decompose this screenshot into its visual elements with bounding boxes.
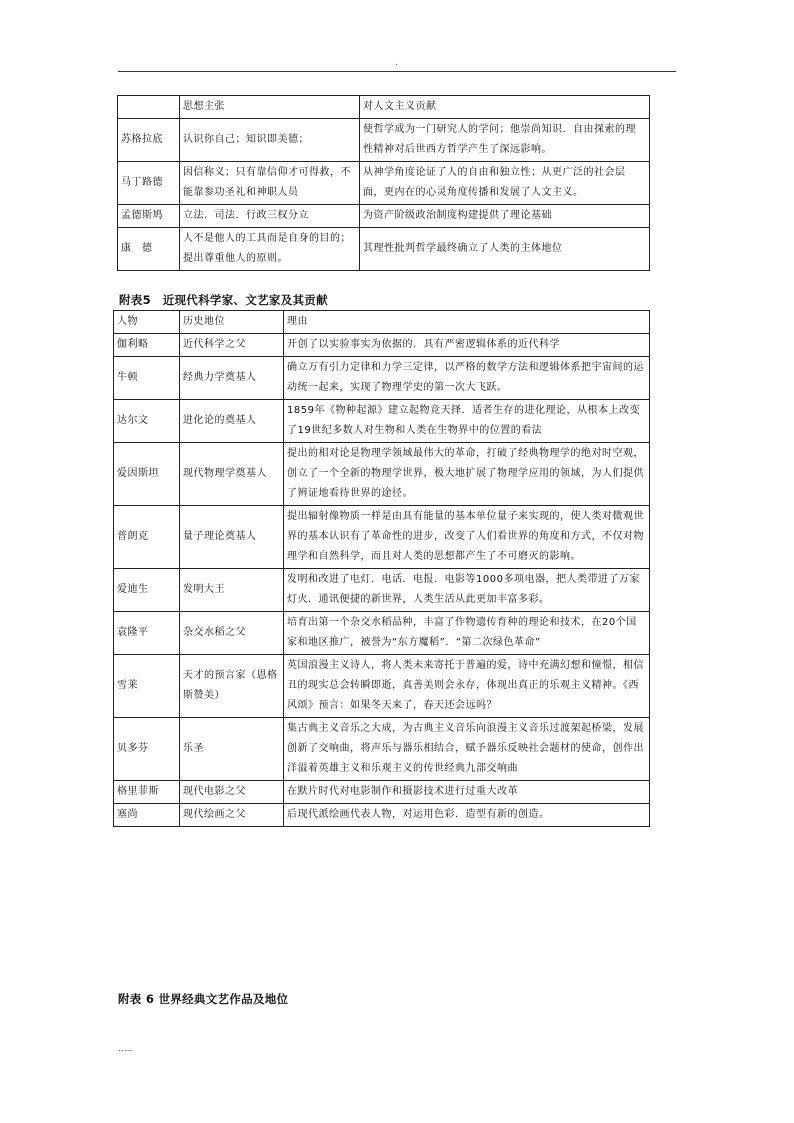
- table-row: [114, 781, 650, 804]
- table-header-row: [114, 311, 650, 334]
- person-cell: 达尔文: [114, 400, 180, 443]
- person-cell: 袁隆平: [114, 612, 180, 655]
- table-row: [118, 228, 650, 271]
- person-cell: 塞尚: [114, 804, 180, 827]
- idea-cell: 因信称义；只有靠信仰才可得救，不能靠参功圣礼和神职人员: [180, 162, 360, 205]
- person-cell: 普朗克: [114, 506, 180, 569]
- reason-cell: 1859年《物种起源》建立起物竞天择．适者生存的进化理论，从根本上改变了19世纪多数人对生物和人类在生物界中的位置的看法: [284, 400, 650, 443]
- header-cell: 理由: [284, 311, 650, 334]
- table-row: [114, 718, 650, 781]
- idea-cell: 认识你自己；知识即美德；: [180, 119, 360, 162]
- table-row: [114, 612, 650, 655]
- table-row: [114, 804, 650, 827]
- status-cell: 乐圣: [180, 718, 284, 781]
- reason-cell: 后现代派绘画代表人物，对运用色彩．造型有新的创造。: [284, 804, 650, 827]
- person-cell: 苏格拉底: [118, 119, 180, 162]
- status-cell: 发明大王: [180, 569, 284, 612]
- table-row: [118, 162, 650, 205]
- scientists-table: [113, 310, 650, 827]
- person-cell: 康 德: [118, 228, 180, 271]
- reason-cell: 在默片时代对电影制作和摄影技术进行过重大改革: [284, 781, 650, 804]
- table-row: [114, 357, 650, 400]
- reason-cell: 英国浪漫主义诗人，将人类未来寄托于普遍的爱，诗中充满幻想和憧憬，相信丑的现实总会转瞬即逝，真善美则会永存，体现出真正的乐观主义精神。《西风颂》预言：如果冬天来了，春天还会远吗？: [284, 655, 650, 718]
- status-cell: 天才的预言家（恩格斯赞美）: [180, 655, 284, 718]
- reason-cell: 发明和改进了电灯．电话．电报．电影等1000多项电器，把人类带进了万家灯火．通讯便捷的新世界，人类生活从此更加丰富多彩。: [284, 569, 650, 612]
- reason-cell: 提出的相对论是物理学领域最伟大的革命，打破了经典物理学的绝对时空观，创立了一个全新的物理学世界，极大地扩展了物理学应用的领域，为人们提供了辨证地看待世界的途径。: [284, 443, 650, 506]
- reason-cell: 集古典主义音乐之大成，为古典主义音乐向浪漫主义音乐过渡架起桥梁，发展创新了交响曲，将声乐与器乐相结合，赋予器乐反映社会题材的使命，创作出洋溢着英雄主义和乐观主义的传世经典九部交响曲: [284, 718, 650, 781]
- person-cell: 爱因斯坦: [114, 443, 180, 506]
- table-row: [114, 334, 650, 357]
- table-row: [114, 506, 650, 569]
- person-cell: 格里菲斯: [114, 781, 180, 804]
- status-cell: 近代科学之父: [180, 334, 284, 357]
- status-cell: 经典力学奠基人: [180, 357, 284, 400]
- thinkers-table: [117, 95, 650, 271]
- contribution-cell: 其理性批判哲学最终确立了人类的主体地位: [360, 228, 650, 271]
- header-rule: [118, 71, 676, 72]
- status-cell: 现代电影之父: [180, 781, 284, 804]
- contribution-cell: 从神学角度论证了人的自由和独立性；从更广泛的社会层面，更内在的心灵角度传播和发展了人文主义。: [360, 162, 650, 205]
- status-cell: 进化论的奠基人: [180, 400, 284, 443]
- footer-dots: .....: [118, 1044, 133, 1054]
- table-row: [118, 119, 650, 162]
- person-cell: 马丁路德: [118, 162, 180, 205]
- idea-cell: 人不是他人的工具而是自身的目的；提出尊重他人的原则。: [180, 228, 360, 271]
- table-row: [114, 569, 650, 612]
- person-cell: 贝多芬: [114, 718, 180, 781]
- person-cell: 伽利略: [114, 334, 180, 357]
- reason-cell: 提出辐射像物质一样是由具有能量的基本单位量子来实现的，使人类对微观世界的基本认识有了革命性的进步，改变了人们看世界的角度和方式，不仅对物理学和自然科学，而且对人类的思想都产生了不可磨灭的影响。: [284, 506, 650, 569]
- header-cell: 历史地位: [180, 311, 284, 334]
- header-dot: .: [395, 58, 398, 68]
- person-cell: 牛顿: [114, 357, 180, 400]
- header-cell: 人物: [114, 311, 180, 334]
- contribution-cell: 为资产阶级政治制度构建提供了理论基础: [360, 205, 650, 228]
- contribution-cell: 使哲学成为一门研究人的学问；他崇尚知识．自由探索的理性精神对后世西方哲学产生了深远影响。: [360, 119, 650, 162]
- header-cell: [118, 96, 180, 119]
- reason-cell: 开创了以实验事实为依据的．具有严密逻辑体系的近代科学: [284, 334, 650, 357]
- table-header-row: [118, 96, 650, 119]
- header-cell: 对人文主义贡献: [360, 96, 650, 119]
- person-cell: 孟德斯鸠: [118, 205, 180, 228]
- table-row: [114, 400, 650, 443]
- reason-cell: 确立万有引力定律和力学三定律，以严格的数学方法和逻辑体系把宇宙间的运动统一起来，实现了物理学史的第一次大飞跃。: [284, 357, 650, 400]
- idea-cell: 立法．司法．行政三权分立: [180, 205, 360, 228]
- table-row: [114, 443, 650, 506]
- header-cell: 思想主张: [180, 96, 360, 119]
- table-row: [114, 655, 650, 718]
- status-cell: 现代绘画之父: [180, 804, 284, 827]
- table5-caption: 附表5 近现代科学家、文艺家及其贡献: [119, 293, 328, 307]
- person-cell: 雪莱: [114, 655, 180, 718]
- status-cell: 杂交水稻之父: [180, 612, 284, 655]
- table-row: [118, 205, 650, 228]
- reason-cell: 培育出第一个杂交水稻品种，丰富了作物遗传育种的理论和技术，在20个国家和地区推广，被誉为“东方魔稻”．“第二次绿色革命”: [284, 612, 650, 655]
- table6-caption: 附表 6 世界经典文艺作品及地位: [118, 992, 289, 1006]
- status-cell: 现代物理学奠基人: [180, 443, 284, 506]
- person-cell: 爱迪生: [114, 569, 180, 612]
- status-cell: 量子理论奠基人: [180, 506, 284, 569]
